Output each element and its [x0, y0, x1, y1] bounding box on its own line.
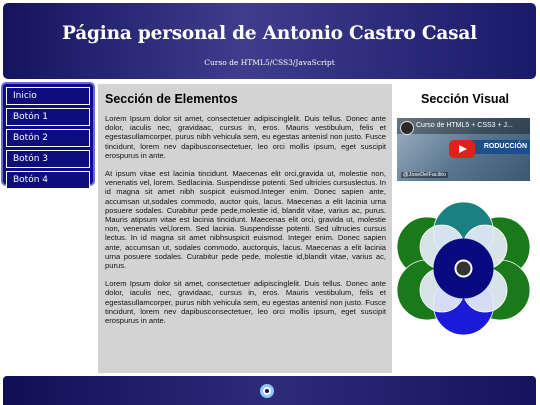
main-paragraph: Lorem Ipsum dolor sit amet, consectetuer adipiscinglelit. Duis tellus. Donec ante dolor, iaculis nec, gravidaac, cursus in, eros. Mauris vestibulum, felis et egestasullamcorper, purus nibh vehicula sem, eu egestas antenisl non justo. Fusce tincidunt, lorem nev dapibusconsectetuer, leo orci mollis ipsum, eget suscipit erospurus in ante.	[105, 114, 386, 160]
visual-section	[394, 84, 536, 373]
video-channel-handle: @JoseDelFacilito	[403, 172, 446, 178]
nav-item-boton-4[interactable]: Botón 4	[6, 171, 90, 189]
main-section	[98, 84, 392, 373]
video-title[interactable]: Curso de HTML5 + CSS3 + J...	[416, 122, 513, 129]
nav-item-inicio[interactable]: Inicio	[6, 87, 90, 105]
video-title-bar	[397, 118, 530, 134]
page-header	[3, 3, 536, 79]
flower-rosette-graphic	[397, 202, 530, 335]
page-footer	[3, 376, 536, 405]
nav-item-boton-1[interactable]: Botón 1	[6, 108, 90, 126]
main-paragraph: Lorem Ipsum dolor sit amet, consectetuer adipiscinglelit. Duis tellus. Donec ante dolor, iaculis nec, gravidaac, cursus in, eros. Mauris vestibulum, felis et egestasullamcorper, purus nibh vehicula sem, eu egestas antenisl non justo. Fusce tincidunt, lorem nev dapibusconsectetuer, leo orci mollis ipsum, eget suscipit erospurus in ante.	[105, 279, 386, 326]
nav-item-boton-2[interactable]: Botón 2	[6, 129, 90, 147]
page-title: Página personal de Antonio Castro Casal	[62, 23, 477, 44]
page-subtitle: Curso de HTML5/CSS3/JavaScript	[204, 58, 335, 67]
logo-icon[interactable]	[260, 384, 274, 398]
main-paragraph: At ipsum vitae est lacinia tincidunt. Maecenas elit orci,gravida ut, molestie non, venenatis vel, lorem. Sedlacinia. Suspendisse potenti. Sed ultricies cursuslectus. In id magna sit amet nibh suspicit euismod.Integer enim. Donec sapien ante, accumsan ut,sodales commodo, auctor quis, lacus. Maecenas a elit lacinia urna posuere sodales. Curabitur pede pede,molestie id, blandit vitae, varius ac, purus. Mauris atipsum vitae est lacinia tincidunt. Maecenas elit orci, gravida ut, molestie non, venenatis vel,lorem. Sed lacinia. Suspendisse potenti. Sed ultrucies cursus lectus. In id magna sit amet nibhsuspicit euismod. Integer enim. Donec sapien ante, accumsan ut, sodales commodo, auctorquis, lacus. Maecenas a elit lacinia urna posuere sodales. Curabitur pede pede, molestie id,blandit vitae, varius ac, purus.	[105, 169, 386, 271]
youtube-video-embed[interactable]	[397, 118, 530, 181]
youtube-play-icon[interactable]	[449, 140, 475, 158]
channel-avatar[interactable]	[400, 121, 414, 135]
sidebar-nav	[3, 84, 93, 184]
nav-item-boton-3[interactable]: Botón 3	[6, 150, 90, 168]
flower-core	[457, 262, 471, 276]
visual-heading: Sección Visual	[420, 92, 509, 106]
main-heading: Sección de Elementos	[105, 92, 238, 106]
video-banner-text: RODUCCIÓN	[461, 140, 530, 154]
